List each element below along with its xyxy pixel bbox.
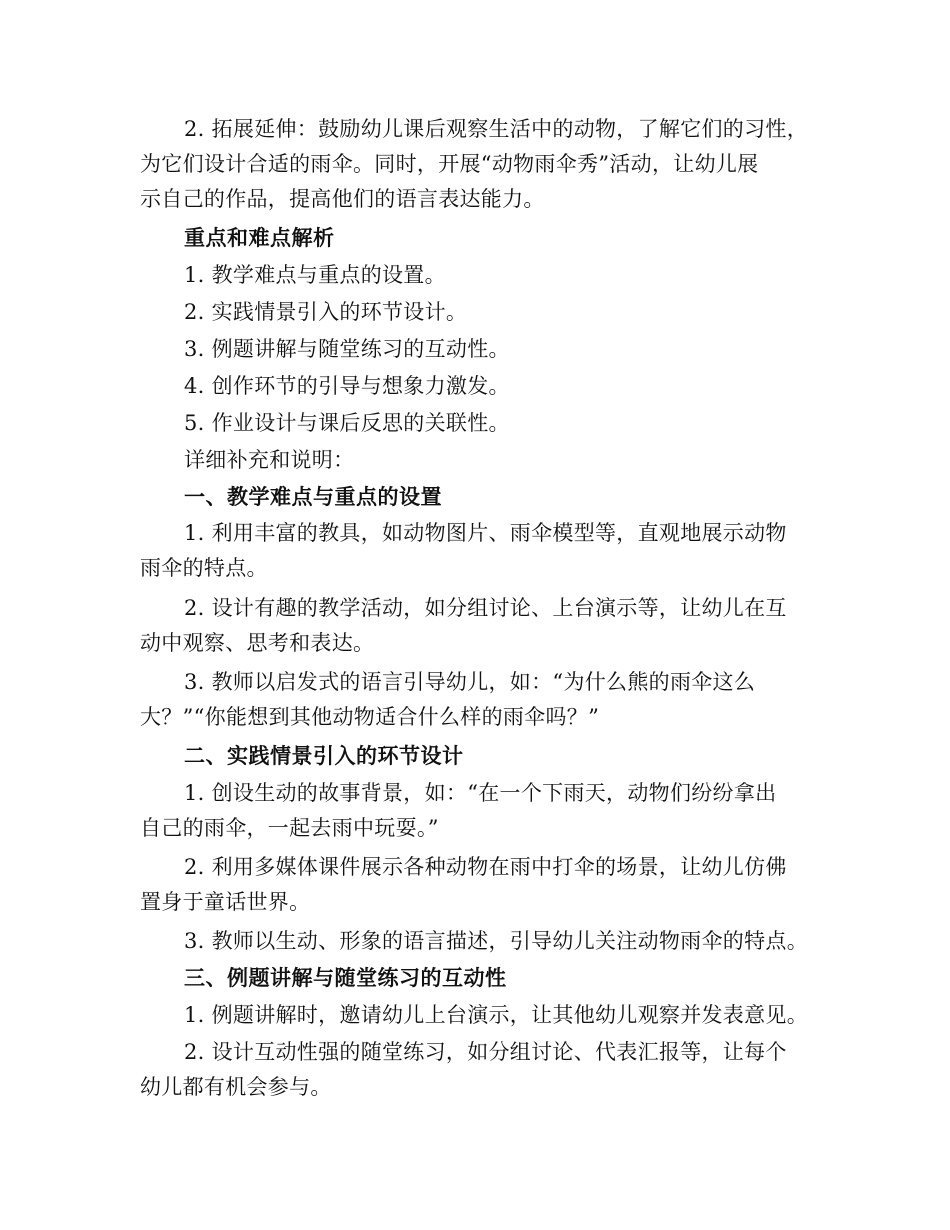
section-heading: 重点和难点解析 <box>184 226 335 250</box>
paragraph-line: 详细补充和说明： <box>184 448 355 472</box>
paragraph-line: 2. 设计互动性强的随堂练习，如分组讨论、代表汇报等，让每个 <box>184 1040 787 1064</box>
section-heading: 二、实践情景引入的环节设计 <box>184 744 464 768</box>
section-heading: 三、例题讲解与随堂练习的互动性 <box>184 966 507 990</box>
list-item: 1. 教学难点与重点的设置。 <box>184 263 446 287</box>
paragraph-line: 2. 拓展延伸：鼓励幼儿课后观察生活中的动物，了解它们的习性， <box>184 117 809 141</box>
list-item: 5. 作业设计与课后反思的关联性。 <box>184 411 510 435</box>
paragraph-line: 动中观察、思考和表达。 <box>140 631 375 655</box>
paragraph-line: 大？”“你能想到其他动物适合什么样的雨伞吗？” <box>140 705 600 729</box>
paragraph-line: 1. 利用丰富的教具，如动物图片、雨伞模型等，直观地展示动物 <box>184 521 787 545</box>
list-item: 4. 创作环节的引导与想象力激发。 <box>184 374 510 398</box>
paragraph-line: 置身于童话世界。 <box>140 890 311 914</box>
paragraph-line: 示自己的作品，提高他们的语言表达能力。 <box>140 187 545 211</box>
paragraph-line: 为它们设计合适的雨伞。同时，开展“动物雨伞秀”活动，让幼儿展 <box>140 152 759 176</box>
paragraph-line: 3. 教师以生动、形象的语言描述，引导幼儿关注动物雨伞的特点。 <box>184 929 809 953</box>
paragraph-line: 3. 教师以启发式的语言引导幼儿，如：“为什么熊的雨伞这么 <box>184 670 756 694</box>
paragraph-line: 1. 创设生动的故事背景，如：“在一个下雨天，动物们纷纷拿出 <box>184 781 777 805</box>
paragraph-line: 2. 设计有趣的教学活动，如分组讨论、上台演示等，让幼儿在互 <box>184 596 787 620</box>
paragraph-line: 幼儿都有机会参与。 <box>140 1075 332 1099</box>
paragraph-line: 雨伞的特点。 <box>140 556 268 580</box>
paragraph-line: 自己的雨伞，一起去雨中玩耍。” <box>140 816 439 840</box>
paragraph-line: 2. 利用多媒体课件展示各种动物在雨中打伞的场景，让幼儿仿佛 <box>184 855 787 879</box>
list-item: 2. 实践情景引入的环节设计。 <box>184 300 468 324</box>
paragraph-line: 1. 例题讲解时，邀请幼儿上台演示，让其他幼儿观察并发表意见。 <box>184 1003 809 1027</box>
list-item: 3. 例题讲解与随堂练习的互动性。 <box>184 337 510 361</box>
section-heading: 一、教学难点与重点的设置 <box>184 485 442 509</box>
